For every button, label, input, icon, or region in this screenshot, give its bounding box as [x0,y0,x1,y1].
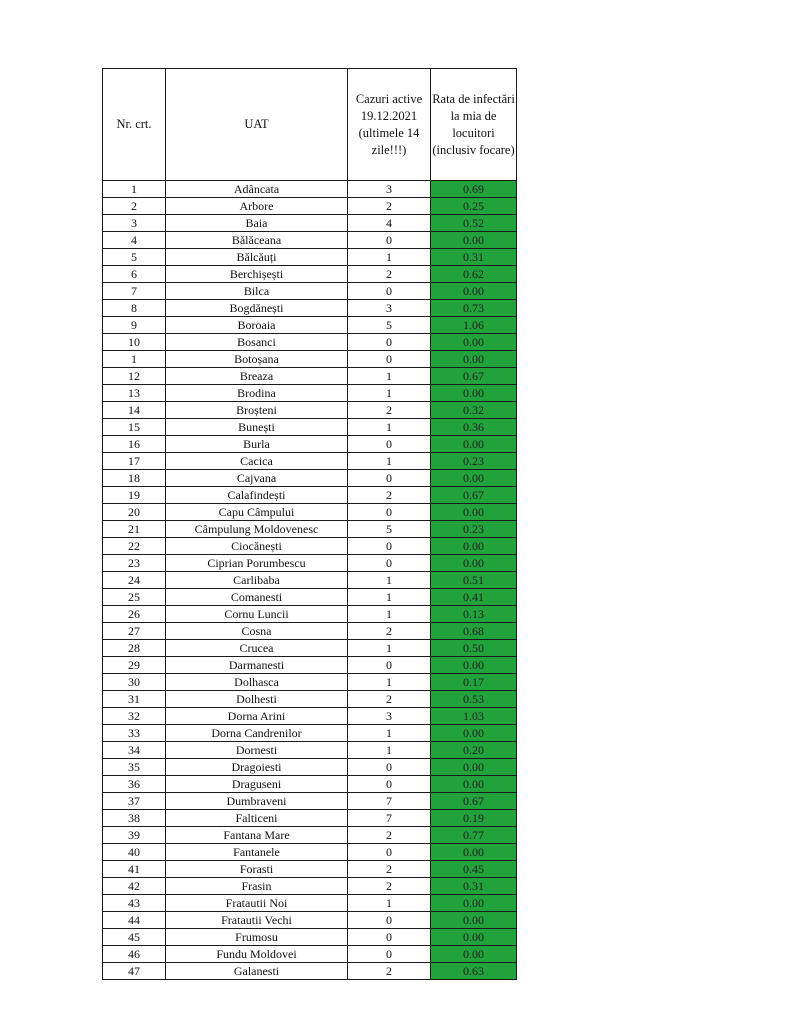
row-number-cell: 17 [103,453,166,470]
row-number-cell: 28 [103,640,166,657]
active-cases-cell: 2 [348,623,431,640]
row-number-cell: 42 [103,878,166,895]
infection-rate-cell: 0.31 [431,249,517,266]
table-row [103,334,517,351]
active-cases-cell: 1 [348,674,431,691]
uat-name-cell: Dorna Arini [166,708,348,725]
uat-name-cell: Bogdănești [166,300,348,317]
active-cases-cell: 1 [348,589,431,606]
row-number-cell: 4 [103,232,166,249]
uat-name-cell: Dolhesti [166,691,348,708]
infection-rate-cell: 0.32 [431,402,517,419]
header-infection-rate: Rata de infectări la mia de locuitori (inclusiv focare) [431,69,517,181]
active-cases-cell: 2 [348,402,431,419]
header-uat: UAT [166,69,348,181]
uat-name-cell: Baia [166,215,348,232]
table-row [103,181,517,198]
uat-name-cell: Berchișești [166,266,348,283]
uat-name-cell: Fantana Mare [166,827,348,844]
infection-rate-cell: 0.68 [431,623,517,640]
active-cases-cell: 1 [348,606,431,623]
row-number-cell: 37 [103,793,166,810]
active-cases-cell: 2 [348,878,431,895]
uat-name-cell: Forasti [166,861,348,878]
active-cases-cell: 2 [348,198,431,215]
infection-rate-cell: 0.51 [431,572,517,589]
uat-name-cell: Dorna Candrenilor [166,725,348,742]
infection-rate-cell: 0.36 [431,419,517,436]
table-row [103,674,517,691]
table-row [103,368,517,385]
table-row [103,844,517,861]
infection-rate-cell: 0.45 [431,861,517,878]
row-number-cell: 32 [103,708,166,725]
active-cases-cell: 0 [348,946,431,963]
table-row [103,691,517,708]
table-row [103,929,517,946]
active-cases-cell: 0 [348,657,431,674]
table-row [103,589,517,606]
infection-rate-cell: 0.00 [431,283,517,300]
infection-rate-cell: 0.00 [431,351,517,368]
row-number-cell: 13 [103,385,166,402]
infection-rate-cell: 0.00 [431,334,517,351]
table-row [103,300,517,317]
active-cases-cell: 2 [348,266,431,283]
active-cases-cell: 3 [348,708,431,725]
row-number-cell: 35 [103,759,166,776]
uat-name-cell: Burla [166,436,348,453]
uat-name-cell: Fratautii Vechi [166,912,348,929]
table-row [103,385,517,402]
row-number-cell: 14 [103,402,166,419]
infection-rate-cell: 0.00 [431,776,517,793]
active-cases-cell: 0 [348,538,431,555]
row-number-cell: 46 [103,946,166,963]
row-number-cell: 22 [103,538,166,555]
uat-name-cell: Dornesti [166,742,348,759]
uat-name-cell: Câmpulung Moldovenesc [166,521,348,538]
infection-rate-cell: 0.00 [431,946,517,963]
uat-name-cell: Adâncata [166,181,348,198]
uat-name-cell: Arbore [166,198,348,215]
row-number-cell: 10 [103,334,166,351]
active-cases-cell: 1 [348,419,431,436]
uat-name-cell: Cajvana [166,470,348,487]
uat-name-cell: Bălcăuți [166,249,348,266]
uat-name-cell: Bilca [166,283,348,300]
active-cases-cell: 0 [348,929,431,946]
infection-rate-cell: 0.67 [431,368,517,385]
active-cases-cell: 0 [348,283,431,300]
infection-rate-cell: 0.23 [431,521,517,538]
row-number-cell: 18 [103,470,166,487]
uat-name-cell: Broșteni [166,402,348,419]
uat-name-cell: Fantanele [166,844,348,861]
table-row [103,861,517,878]
uat-name-cell: Dolhasca [166,674,348,691]
uat-name-cell: Falticeni [166,810,348,827]
infection-rate-cell: 0.00 [431,895,517,912]
table-row [103,266,517,283]
table-row [103,555,517,572]
infection-rate-cell: 0.00 [431,232,517,249]
infection-rate-cell: 1.03 [431,708,517,725]
row-number-cell: 34 [103,742,166,759]
table-row [103,521,517,538]
infection-rate-cell: 0.00 [431,844,517,861]
table-row [103,436,517,453]
table-row [103,198,517,215]
row-number-cell: 41 [103,861,166,878]
uat-name-cell: Boroaia [166,317,348,334]
active-cases-cell: 4 [348,215,431,232]
active-cases-cell: 0 [348,334,431,351]
infection-rate-cell: 0.00 [431,555,517,572]
table-row [103,232,517,249]
infection-rate-cell: 0.41 [431,589,517,606]
table-row [103,402,517,419]
active-cases-cell: 0 [348,759,431,776]
infection-rate-cell: 0.00 [431,657,517,674]
row-number-cell: 27 [103,623,166,640]
active-cases-cell: 2 [348,487,431,504]
row-number-cell: 15 [103,419,166,436]
infection-rate-cell: 0.13 [431,606,517,623]
table-row [103,742,517,759]
infection-rate-cell: 0.00 [431,436,517,453]
active-cases-cell: 1 [348,742,431,759]
uat-name-cell: Dumbraveni [166,793,348,810]
infection-rate-cell: 0.20 [431,742,517,759]
table-row [103,572,517,589]
active-cases-cell: 0 [348,776,431,793]
uat-name-cell: Brodina [166,385,348,402]
table-row [103,725,517,742]
infection-rate-cell: 0.17 [431,674,517,691]
active-cases-cell: 0 [348,351,431,368]
uat-name-cell: Calafindești [166,487,348,504]
active-cases-cell: 3 [348,181,431,198]
uat-name-cell: Capu Câmpului [166,504,348,521]
infection-rate-cell: 0.50 [431,640,517,657]
table-row [103,640,517,657]
active-cases-cell: 1 [348,640,431,657]
row-number-cell: 29 [103,657,166,674]
active-cases-cell: 7 [348,793,431,810]
active-cases-cell: 5 [348,317,431,334]
active-cases-cell: 2 [348,963,431,980]
row-number-cell: 5 [103,249,166,266]
table-row [103,827,517,844]
uat-name-cell: Breaza [166,368,348,385]
infection-rate-cell: 0.69 [431,181,517,198]
row-number-cell: 36 [103,776,166,793]
uat-name-cell: Galanesti [166,963,348,980]
infection-rate-cell: 0.00 [431,470,517,487]
infection-rate-cell: 0.00 [431,504,517,521]
infection-rate-cell: 0.52 [431,215,517,232]
active-cases-cell: 5 [348,521,431,538]
uat-name-cell: Bosanci [166,334,348,351]
row-number-cell: 24 [103,572,166,589]
table-row [103,895,517,912]
active-cases-cell: 0 [348,436,431,453]
table-row [103,912,517,929]
infection-rate-cell: 0.00 [431,538,517,555]
uat-name-cell: Frumosu [166,929,348,946]
table-row [103,470,517,487]
row-number-cell: 6 [103,266,166,283]
infection-rate-cell: 0.00 [431,929,517,946]
uat-name-cell: Comanesti [166,589,348,606]
table-row [103,351,517,368]
table-row [103,776,517,793]
row-number-cell: 20 [103,504,166,521]
uat-name-cell: Botoșana [166,351,348,368]
row-number-cell: 21 [103,521,166,538]
uat-name-cell: Frasin [166,878,348,895]
active-cases-cell: 1 [348,725,431,742]
active-cases-cell: 1 [348,572,431,589]
row-number-cell: 19 [103,487,166,504]
table-row [103,487,517,504]
active-cases-cell: 2 [348,861,431,878]
row-number-cell: 44 [103,912,166,929]
row-number-cell: 16 [103,436,166,453]
active-cases-cell: 0 [348,912,431,929]
infection-rate-cell: 0.00 [431,725,517,742]
uat-name-cell: Bălăceana [166,232,348,249]
infection-rate-cell: 0.67 [431,487,517,504]
infection-rate-cell: 0.73 [431,300,517,317]
active-cases-cell: 0 [348,844,431,861]
table-row [103,963,517,980]
row-number-cell: 31 [103,691,166,708]
active-cases-cell: 7 [348,810,431,827]
infection-rate-cell: 0.63 [431,963,517,980]
row-number-cell: 2 [103,198,166,215]
table-row [103,249,517,266]
row-number-cell: 8 [103,300,166,317]
header-row [103,69,517,181]
row-number-cell: 43 [103,895,166,912]
active-cases-cell: 1 [348,895,431,912]
row-number-cell: 47 [103,963,166,980]
row-number-cell: 45 [103,929,166,946]
infection-rate-cell: 0.25 [431,198,517,215]
infection-rate-cell: 0.53 [431,691,517,708]
header-nr-crt: Nr. crt. [103,69,166,181]
row-number-cell: 30 [103,674,166,691]
table-row [103,215,517,232]
table-row [103,810,517,827]
infection-rate-cell: 1.06 [431,317,517,334]
row-number-cell: 33 [103,725,166,742]
table-row [103,419,517,436]
active-cases-cell: 1 [348,385,431,402]
uat-name-cell: Fratautii Noi [166,895,348,912]
row-number-cell: 39 [103,827,166,844]
infection-rate-cell: 0.77 [431,827,517,844]
row-number-cell: 23 [103,555,166,572]
row-number-cell: 9 [103,317,166,334]
table-row [103,606,517,623]
table-row [103,946,517,963]
uat-name-cell: Bunești [166,419,348,436]
infection-rate-cell: 0.19 [431,810,517,827]
active-cases-cell: 0 [348,232,431,249]
infection-rate-cell: 0.31 [431,878,517,895]
infection-rate-cell: 0.23 [431,453,517,470]
table-row [103,504,517,521]
table-row [103,878,517,895]
uat-name-cell: Cacica [166,453,348,470]
infection-rate-cell: 0.67 [431,793,517,810]
table-row [103,657,517,674]
active-cases-cell: 0 [348,555,431,572]
uat-name-cell: Dragoiesti [166,759,348,776]
header-active-cases: Cazuri active 19.12.2021 (ultimele 14 zile!!!) [348,69,431,181]
infection-rate-cell: 0.00 [431,385,517,402]
row-number-cell: 1 [103,351,166,368]
uat-name-cell: Draguseni [166,776,348,793]
uat-name-cell: Cosna [166,623,348,640]
active-cases-cell: 1 [348,249,431,266]
table-row [103,759,517,776]
row-number-cell: 12 [103,368,166,385]
uat-name-cell: Crucea [166,640,348,657]
row-number-cell: 25 [103,589,166,606]
table-row [103,708,517,725]
active-cases-cell: 0 [348,504,431,521]
row-number-cell: 40 [103,844,166,861]
active-cases-cell: 2 [348,827,431,844]
active-cases-cell: 2 [348,691,431,708]
row-number-cell: 3 [103,215,166,232]
infection-rate-cell: 0.62 [431,266,517,283]
active-cases-cell: 1 [348,368,431,385]
uat-name-cell: Fundu Moldovei [166,946,348,963]
active-cases-cell: 3 [348,300,431,317]
row-number-cell: 26 [103,606,166,623]
covid-rates-table [102,68,517,980]
active-cases-cell: 0 [348,470,431,487]
infection-rate-cell: 0.00 [431,912,517,929]
table-row [103,623,517,640]
uat-name-cell: Ciprian Porumbescu [166,555,348,572]
table-row [103,793,517,810]
table-row [103,317,517,334]
table-row [103,453,517,470]
uat-name-cell: Darmanesti [166,657,348,674]
row-number-cell: 1 [103,181,166,198]
table-row [103,283,517,300]
table-row [103,538,517,555]
row-number-cell: 38 [103,810,166,827]
uat-name-cell: Ciocănești [166,538,348,555]
active-cases-cell: 1 [348,453,431,470]
uat-name-cell: Carlibaba [166,572,348,589]
row-number-cell: 7 [103,283,166,300]
infection-rate-cell: 0.00 [431,759,517,776]
uat-name-cell: Cornu Luncii [166,606,348,623]
